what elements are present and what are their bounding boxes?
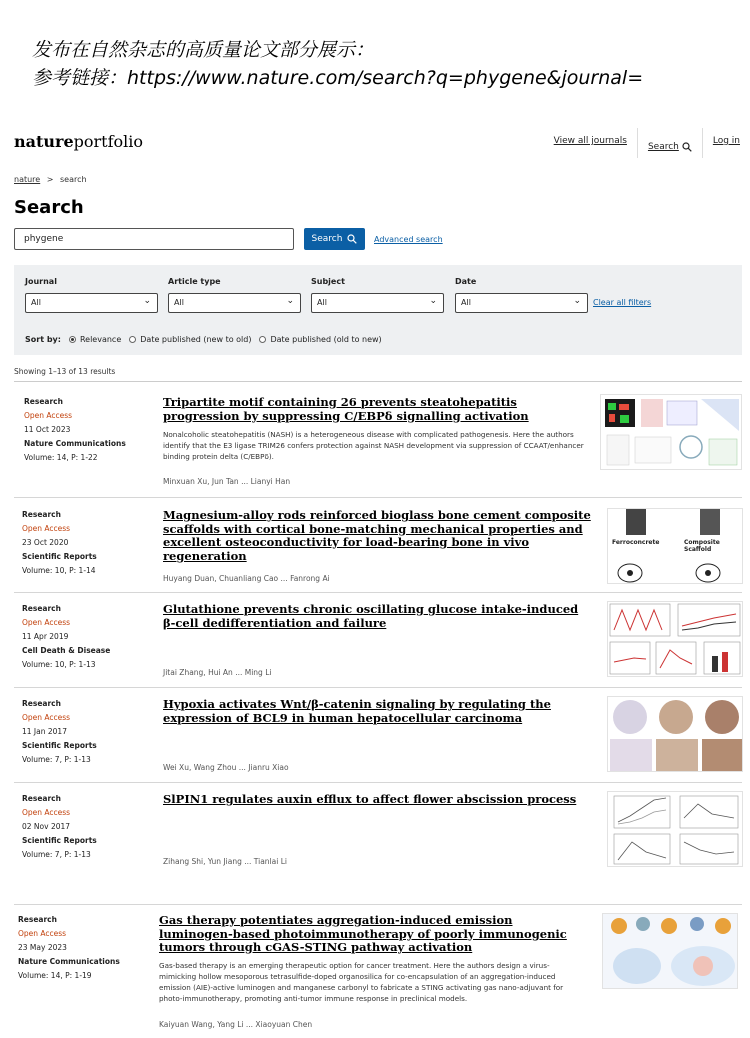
thumbnail-label: Composite Scaffold bbox=[684, 539, 720, 553]
result-thumbnail[interactable] bbox=[607, 508, 743, 584]
sort-option-relevance[interactable]: Relevance bbox=[69, 335, 121, 344]
date-filter-select[interactable]: All ⌄ bbox=[455, 293, 588, 313]
result-authors: Wei Xu, Wang Zhou ... Jianru Xiao bbox=[163, 763, 289, 772]
result-authors: Zihang Shi, Yun Jiang ... Tianlai Li bbox=[163, 857, 287, 866]
chevron-down-icon: ⌄ bbox=[286, 296, 294, 306]
result-title-link[interactable]: Magnesium-alloy rods reinforced bioglass bone cement composite scaffolds with cortical bone-matching mechanical properties and excellent osteoconductivity for load-bearing bone in vivo regeneration bbox=[163, 508, 591, 563]
result-authors: Minxuan Xu, Jun Tan ... Lianyi Han bbox=[163, 477, 291, 486]
chevron-down-icon: ⌄ bbox=[573, 296, 581, 306]
clear-all-filters-link[interactable]: Clear all filters bbox=[593, 298, 652, 307]
result-thumbnail[interactable] bbox=[607, 791, 743, 867]
banner-line-2: 参考链接：https://www.nature.com/search?q=phygene&journal= bbox=[32, 67, 644, 89]
radio-icon bbox=[129, 336, 136, 343]
search-icon bbox=[682, 142, 692, 152]
result-title-link[interactable]: Glutathione prevents chronic oscillating glucose intake-induced β-cell dedifferentiation and failure bbox=[163, 602, 579, 630]
journal-filter-select[interactable]: All ⌄ bbox=[25, 293, 158, 313]
sort-option-new-to-old[interactable]: Date published (new to old) bbox=[129, 335, 251, 344]
chevron-down-icon: ⌄ bbox=[429, 296, 437, 306]
search-input[interactable]: phygene bbox=[14, 228, 294, 250]
article-type-filter-select[interactable]: All ⌄ bbox=[168, 293, 301, 313]
result-title-link[interactable]: Gas therapy potentiates aggregation-induced emission luminogen-based photoimmunotherapy of poorly immunogenic tumors through cGAS-STING pathway activation bbox=[159, 913, 567, 954]
breadcrumb-current: search bbox=[60, 175, 87, 184]
result-meta: Research Open Access 02 Nov 2017 Scientific Reports Volume: 7, P: 1-13 bbox=[22, 794, 97, 859]
result-thumbnail[interactable] bbox=[602, 913, 738, 989]
result-thumbnail[interactable] bbox=[607, 601, 743, 677]
breadcrumb-home[interactable]: nature bbox=[14, 175, 41, 184]
search-button-label: Search bbox=[311, 234, 343, 244]
divider bbox=[14, 381, 742, 382]
view-all-journals-link[interactable]: View all journals bbox=[553, 136, 627, 146]
result-description: Gas-based therapy is an emerging therapeutic option for cancer treatment. Here the authors design a virus-mimicking hollow mesoporous tetrasulfide-doped organosilica for co-encapsulation of an aggregation-induced emission (AIE)-active luminogen and manganese carbonyl to fabricate a STING activating gas nano-adjuvant for photo-immunotherapy, promoting anti-tumor immune response in preclinical models. bbox=[159, 961, 564, 1003]
date-filter-label: Date bbox=[455, 277, 477, 286]
login-link[interactable]: Log in bbox=[712, 136, 740, 146]
result-meta: Research Open Access 23 May 2023 Nature Communications Volume: 14, P: 1-19 bbox=[18, 915, 120, 980]
divider bbox=[14, 687, 742, 688]
banner bbox=[32, 36, 742, 92]
radio-icon bbox=[259, 336, 266, 343]
header-search-link[interactable]: Search bbox=[638, 136, 702, 158]
sort-option-old-to-new[interactable]: Date published (old to new) bbox=[259, 335, 381, 344]
result-meta: Research Open Access 23 Oct 2020 Scientific Reports Volume: 10, P: 1-14 bbox=[22, 510, 97, 575]
journal-filter-label: Journal bbox=[25, 277, 57, 286]
result-thumbnail[interactable] bbox=[600, 394, 742, 470]
results-count: Showing 1–13 of 13 results bbox=[14, 367, 116, 376]
result-authors: Huyang Duan, Chuanliang Cao ... Fanrong Ai bbox=[163, 574, 330, 583]
result-meta: Research Open Access 11 Apr 2019 Cell Death & Disease Volume: 10, P: 1-13 bbox=[22, 604, 111, 669]
subject-filter-label: Subject bbox=[311, 277, 345, 286]
result-title-link[interactable]: Tripartite motif containing 26 prevents steatohepatitis progression by suppressing C/EBPδ signalling activation bbox=[163, 395, 529, 423]
article-type-filter-label: Article type bbox=[168, 277, 221, 286]
result-meta: Research Open Access 11 Oct 2023 Nature Communications Volume: 14, P: 1-22 bbox=[24, 397, 126, 462]
divider bbox=[14, 497, 742, 498]
result-authors: Kaiyuan Wang, Yang Li ... Xiaoyuan Chen bbox=[159, 1020, 313, 1029]
divider bbox=[14, 904, 742, 905]
result-description: Nonalcoholic steatohepatitis (NASH) is a heterogeneous disease with complicated pathogenesis. Here the authors identify that the E3 ligase TRIM26 confers protection against NASH development via suppression of CCAAT/enhancer binding protein delta (C/EBPδ). bbox=[163, 430, 584, 461]
sort-row bbox=[25, 335, 382, 344]
divider bbox=[14, 592, 742, 593]
chevron-right-icon: > bbox=[46, 175, 54, 184]
banner-line-1: 发布在自然杂志的高质量论文部分展示： bbox=[32, 39, 375, 61]
divider bbox=[14, 782, 742, 783]
filter-panel bbox=[14, 265, 742, 355]
result-authors: Jitai Zhang, Hui An ... Ming Li bbox=[163, 668, 272, 677]
chevron-down-icon: ⌄ bbox=[143, 296, 151, 306]
search-icon bbox=[347, 234, 357, 244]
result-title-link[interactable]: SlPIN1 regulates auxin efflux to affect flower abscission process bbox=[163, 792, 577, 806]
result-meta: Research Open Access 11 Jan 2017 Scientific Reports Volume: 7, P: 1-13 bbox=[22, 699, 97, 764]
sort-label: Sort by: bbox=[25, 335, 61, 344]
header-nav bbox=[544, 136, 750, 158]
breadcrumb bbox=[14, 175, 87, 184]
thumbnail-label: Ferroconcrete bbox=[612, 539, 660, 546]
search-button[interactable] bbox=[304, 228, 365, 250]
site-header bbox=[0, 124, 750, 160]
subject-filter-select[interactable]: All ⌄ bbox=[311, 293, 444, 313]
nature-portfolio-logo[interactable]: natureportfolio bbox=[14, 132, 144, 151]
result-title-link[interactable]: Hypoxia activates Wnt/β-catenin signaling by regulating the expression of BCL9 in human hepatocellular carcinoma bbox=[163, 697, 551, 725]
advanced-search-link[interactable]: Advanced search bbox=[374, 235, 443, 244]
result-thumbnail[interactable] bbox=[607, 696, 743, 772]
radio-selected-icon bbox=[69, 336, 76, 343]
page-title: Search bbox=[14, 197, 84, 218]
